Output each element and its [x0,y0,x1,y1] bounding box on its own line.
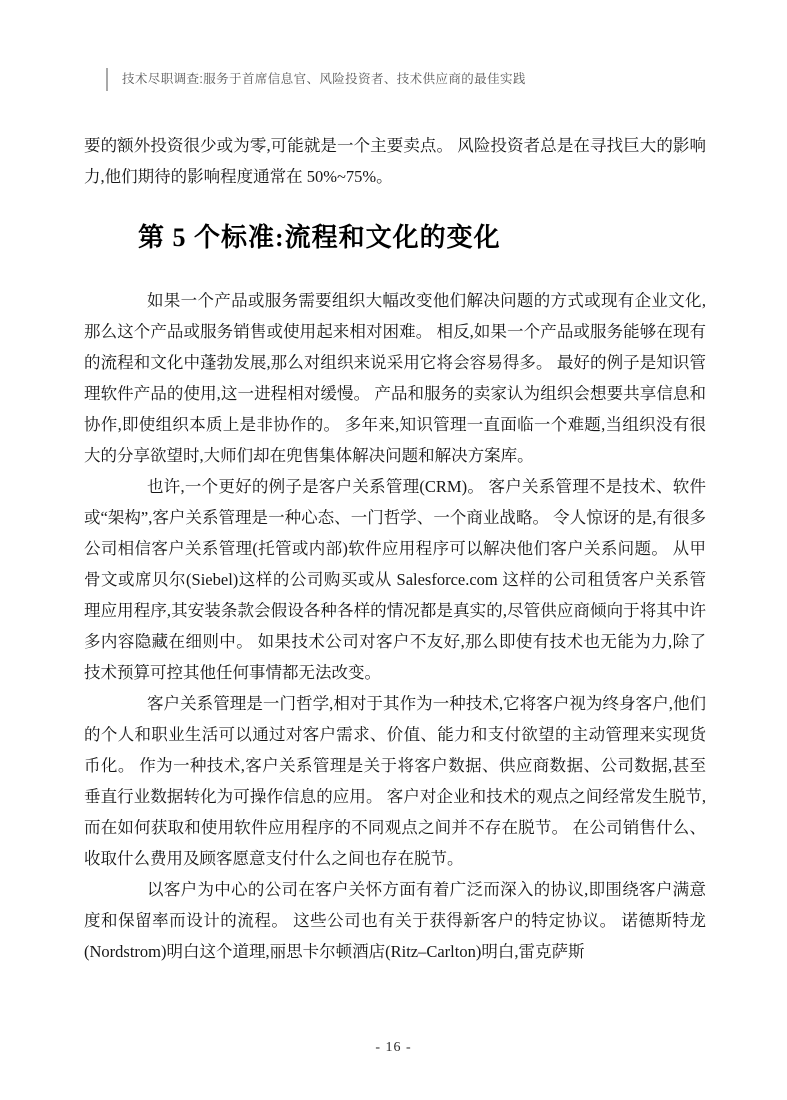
body-paragraph-4: 以客户为中心的公司在客户关怀方面有着广泛而深入的协议,即围绕客户满意度和保留率而设计的流程。 这些公司也有关于获得新客户的特定协议。 诺德斯特龙(Nordstrom)明白这个道理,丽思卡尔顿酒店(Ritz–Carlton)明白,雷克萨斯 [84,880,706,961]
page-number: - 16 - [375,1040,412,1055]
page-content [84,0,706,967]
body-paragraph-2: 也许,一个更好的例子是客户关系管理(CRM)。 客户关系管理不是技术、软件或“架构”,客户关系管理是一种心态、一门哲学、一个商业战略。 令人惊讶的是,有很多公司相信客户关系管理(托管或内部)软件应用程序可以解决他们客户关系问题。 从甲骨文或席贝尔(Siebel)这样的公司购买或从 Salesforce.com 这样的公司租赁客户关系管理应用程序,其安装条款会假设各种各样的情况都是真实的,尽管供应商倾向于将其中许多内容隐藏在细则中。 如果技术公司对客户不友好,那么即使有技术也无能为力,除了技术预算可控其他任何事情都无法改变。 [84,477,706,682]
section-heading: 第 5 个标准:流程和文化的变化 [138,223,501,252]
body-paragraph-3: 客户关系管理是一门哲学,相对于其作为一种技术,它将客户视为终身客户,他们的个人和职业生活可以通过对客户需求、价值、能力和支付欲望的主动管理来实现货币化。 作为一种技术,客户关系管理是关于将客户数据、供应商数据、公司数据,甚至垂直行业数据转化为可操作信息的应用。 客户对企业和技术的观点之间经常发生脱节,而在如何获取和使用软件应用程序的不同观点之间并不存在脱节。 在公司销售什么、收取什么费用及顾客愿意支付什么之间也存在脱节。 [84,694,706,868]
running-title: 技术尽职调查:服务于首席信息官、风险投资者、技术供应商的最佳实践 [122,72,526,86]
body-paragraph-1: 如果一个产品或服务需要组织大幅改变他们解决问题的方式或现有企业文化,那么这个产品或服务销售或使用起来相对困难。 相反,如果一个产品或服务能够在现有的流程和文化中蓬勃发展,那么对组织来说采用它将会容易得多。 最好的例子是知识管理软件产品的使用,这一进程相对缓慢。 产品和服务的卖家认为组织会想要共享信息和协作,即使组织本质上是非协作的。 多年来,知识管理一直面临一个难题,当组织没有很大的分享欲望时,大师们却在兜售集体解决问题和解决方案库。 [84,291,706,465]
paragraph-continuation: 要的额外投资很少或为零,可能就是一个主要卖点。 风险投资者总是在寻找巨大的影响力,他们期待的影响程度通常在 50%~75%。 [84,136,706,186]
page-footer [0,1038,787,1058]
